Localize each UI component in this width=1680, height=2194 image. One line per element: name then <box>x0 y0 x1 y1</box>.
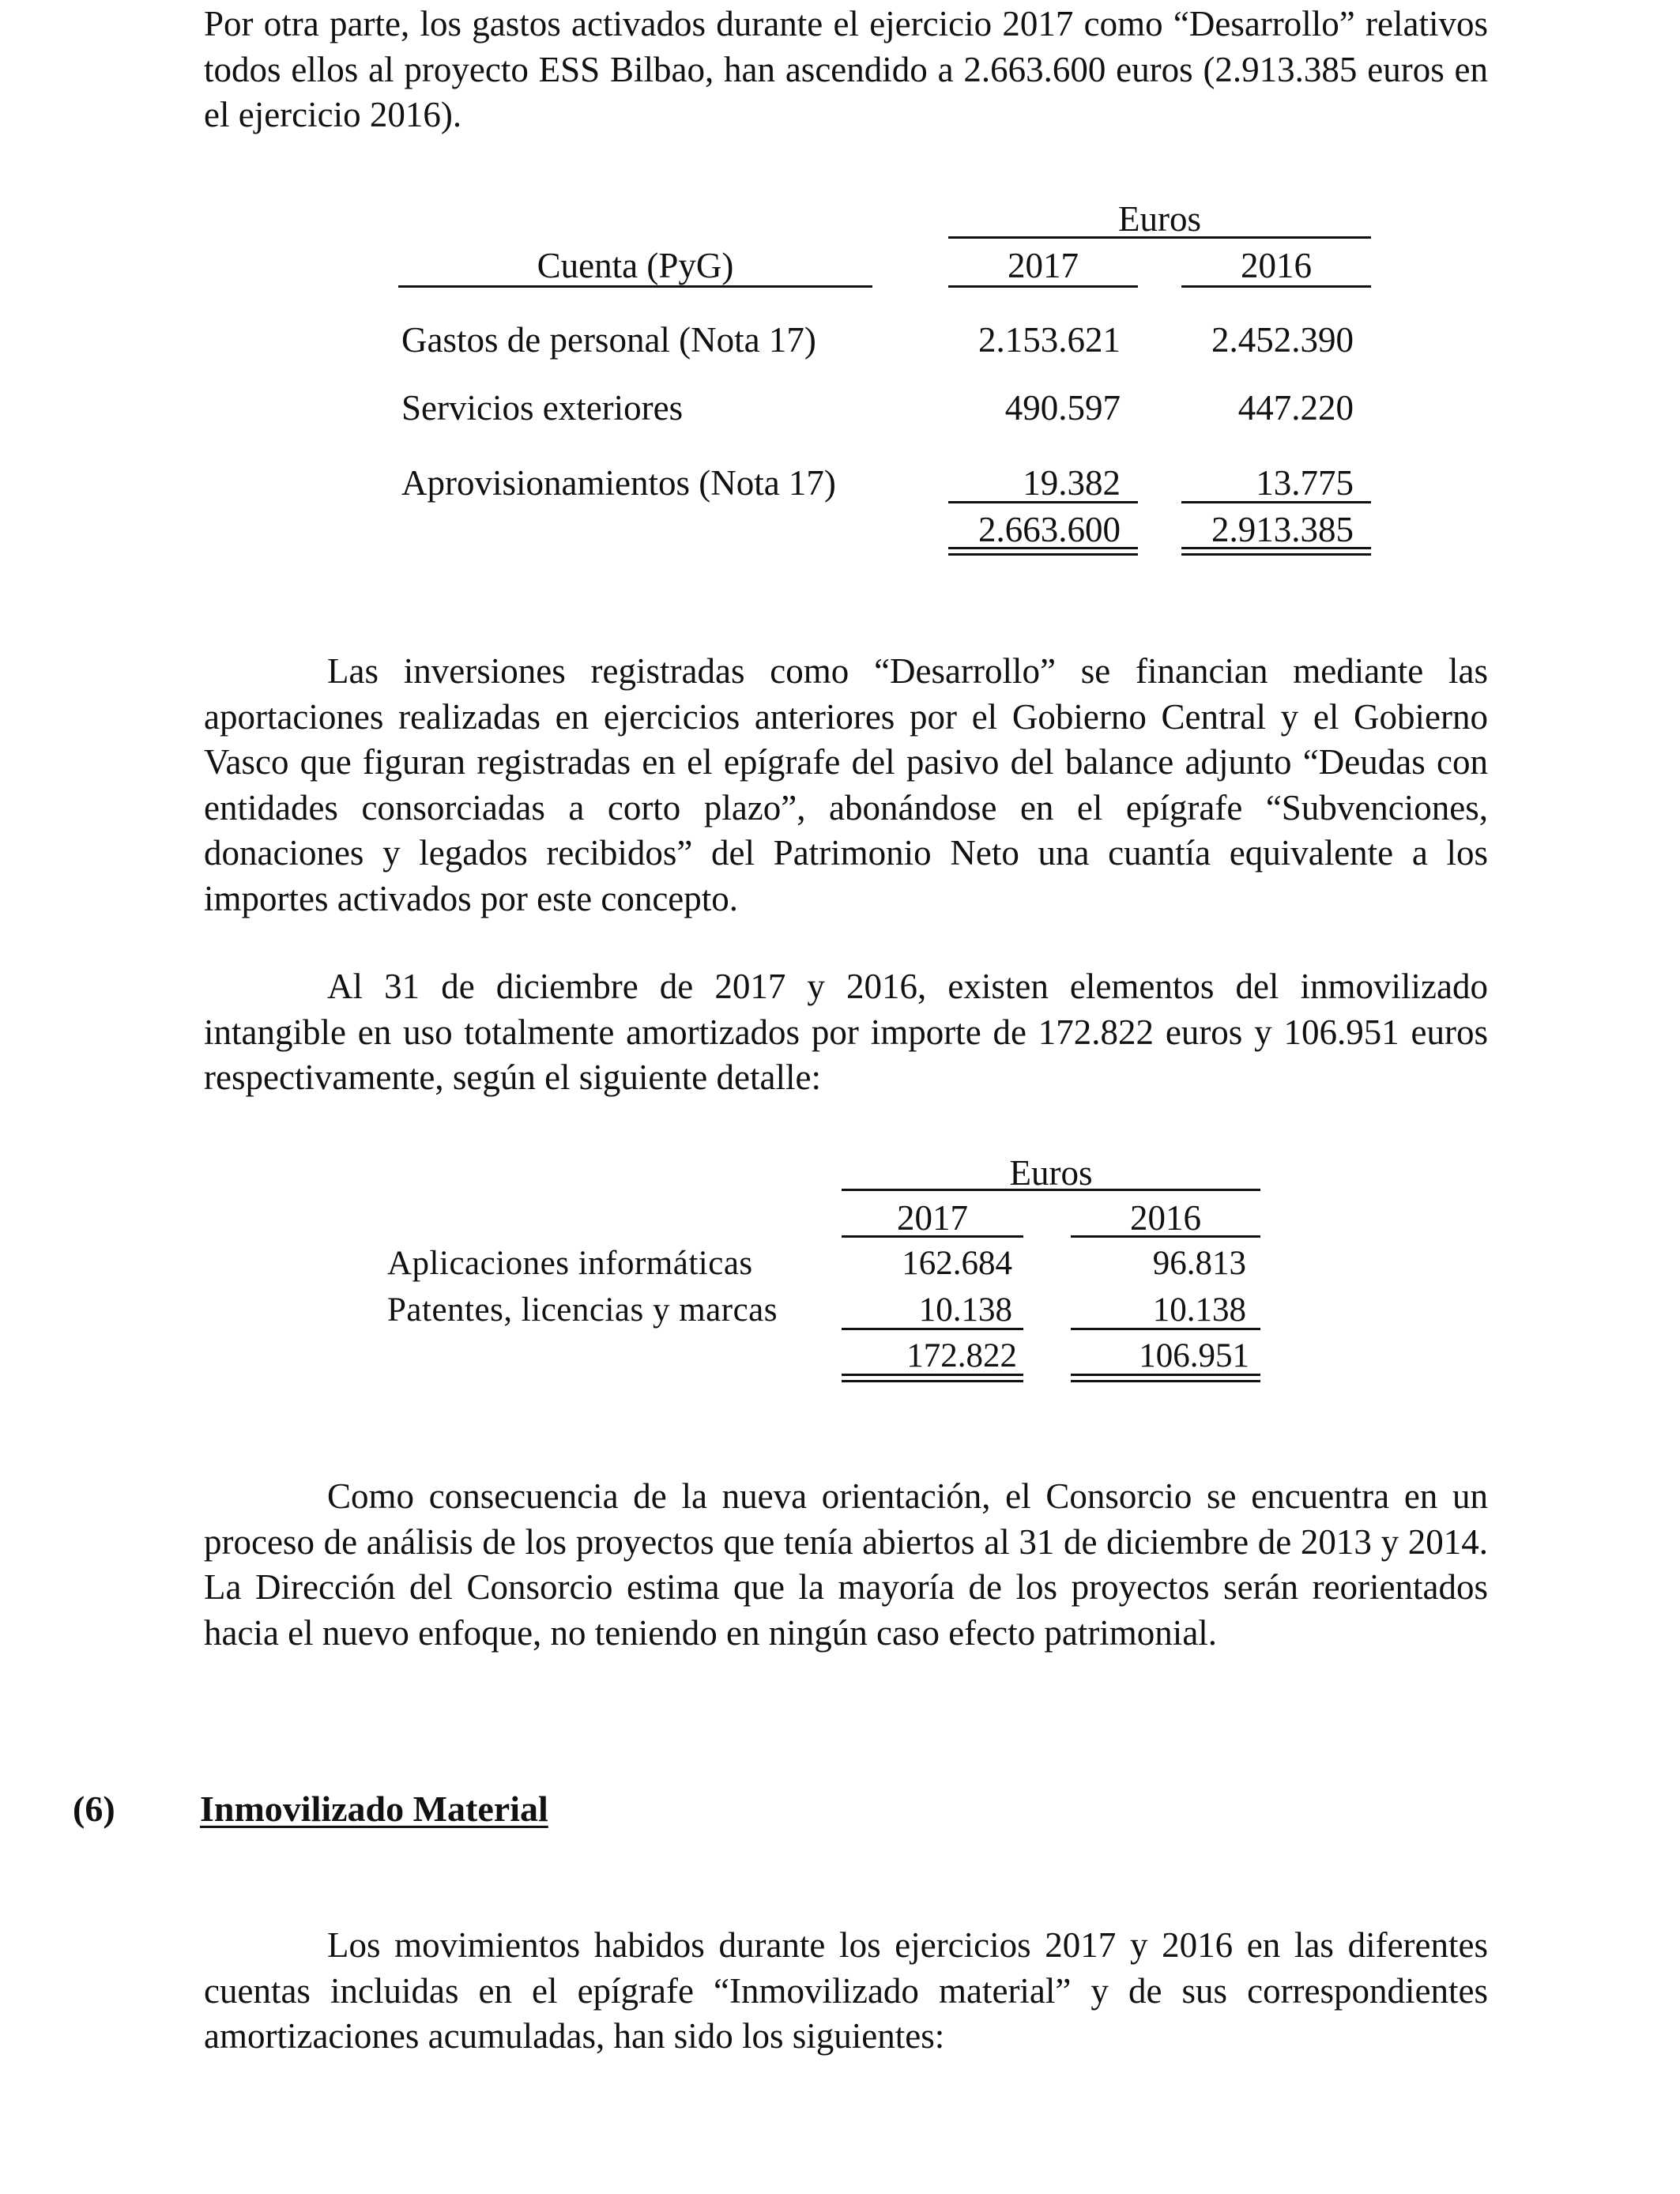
table1-row-value-2016: 13.775 <box>1256 463 1354 503</box>
table2-row-value-2017: 162.684 <box>902 1245 1012 1282</box>
table1-row-value-2016: 2.452.390 <box>1211 320 1354 360</box>
table2-row-value-2016: 10.138 <box>1152 1291 1246 1329</box>
table1-unit-rule <box>948 236 1371 239</box>
table1-total-2016: 2.913.385 <box>1211 510 1354 549</box>
table1-row-label: Servicios exteriores <box>401 388 684 428</box>
table1-header-rule-2016 <box>1181 285 1371 288</box>
table1-header-rule-2017 <box>948 285 1138 288</box>
table1-account-header: Cuenta (PyG) <box>537 246 734 285</box>
table1-total-double-rule-2017 <box>948 547 1138 556</box>
paragraph-financiacion-desarrollo: Las inversiones registradas como “Desarrollo” se financian mediante las aportaciones realizadas en ejercicios anteriores por el Gobierno Central y el Gobierno Vasco que figuran registradas en el epígrafe del pasivo del balance adjunto “Deudas con entidades consorciadas a corto plazo”, abonándose en el epígrafe “Subvenciones, donaciones y legados recibidos” del Patrimonio Neto una cuantía equivalente a los importes activados por este concepto. <box>204 651 1488 918</box>
paragraph-totalmente-amortizados: Al 31 de diciembre de 2017 y 2016, existen elementos del inmovilizado intangible en uso totalmente amortizados por importe de 172.822 euros y 106.951 euros respectivamente, según el siguiente detalle: <box>204 967 1488 1097</box>
table2-subtotal-rule-2016 <box>1071 1328 1260 1330</box>
table1-header-rule-account <box>398 285 872 288</box>
table2-year-2017: 2017 <box>897 1198 968 1238</box>
table2-subtotal-rule-2017 <box>842 1328 1023 1330</box>
table2-unit-rule <box>842 1189 1260 1191</box>
table2-row-label: Patentes, licencias y marcas <box>387 1291 778 1329</box>
table2-year-2016: 2016 <box>1130 1198 1201 1238</box>
paragraph-desarrollo-gastos: Por otra parte, los gastos activados durante el ejercicio 2017 como “Desarrollo” relativos todos ellos al proyecto ESS Bilbao, han ascendido a 2.663.600 euros (2.913.385 euros en el ejercicio 2016). <box>204 4 1488 134</box>
table1-year-2017: 2017 <box>1008 246 1079 285</box>
table1-unit-header: Euros <box>1118 199 1201 239</box>
table2-total-double-rule-2016 <box>1071 1374 1260 1382</box>
table1-row-label: Gastos de personal (Nota 17) <box>401 320 816 360</box>
table1-subtotal-rule-2017 <box>948 501 1138 503</box>
table1-row-value-2017: 19.382 <box>1023 463 1121 503</box>
table1-row-value-2017: 2.153.621 <box>978 320 1121 360</box>
table2-unit-header: Euros <box>1009 1153 1093 1193</box>
table2-total-2016: 106.951 <box>1139 1337 1249 1374</box>
section-number: (6) <box>73 1789 115 1829</box>
section-title: Inmovilizado Material <box>200 1789 548 1829</box>
paragraph-nueva-orientacion: Como consecuencia de la nueva orientación, el Consorcio se encuentra en un proceso de análisis de los proyectos que tenía abiertos al 31 de diciembre de 2013 y 2014. La Dirección del Consorcio estima que la mayoría de los proyectos serán reorientados hacia el nuevo enfoque, no teniendo en ningún caso efecto patrimonial. <box>204 1476 1488 1653</box>
table2-total-double-rule-2017 <box>842 1374 1023 1382</box>
table1-subtotal-rule-2016 <box>1181 501 1371 503</box>
table1-total-double-rule-2016 <box>1181 547 1371 556</box>
table1-total-2017: 2.663.600 <box>978 510 1121 549</box>
table2-row-label: Aplicaciones informáticas <box>387 1245 753 1282</box>
paragraph-movimientos-inmovilizado: Los movimientos habidos durante los ejercicios 2017 y 2016 en las diferentes cuentas incluidas en el epígrafe “Inmovilizado material” y de sus correspondientes amortizaciones acumuladas, han sido los siguientes: <box>204 1925 1488 2056</box>
table1-row-label: Aprovisionamientos (Nota 17) <box>401 463 836 503</box>
table2-row-value-2016: 96.813 <box>1152 1245 1246 1282</box>
table2-row-value-2017: 10.138 <box>918 1291 1012 1329</box>
table2-header-rule-2017 <box>842 1235 1023 1238</box>
table1-year-2016: 2016 <box>1241 246 1312 285</box>
table2-total-2017: 172.822 <box>906 1337 1017 1374</box>
table1-row-value-2016: 447.220 <box>1237 388 1354 428</box>
table1-row-value-2017: 490.597 <box>1004 388 1121 428</box>
table2-header-rule-2016 <box>1071 1235 1260 1238</box>
